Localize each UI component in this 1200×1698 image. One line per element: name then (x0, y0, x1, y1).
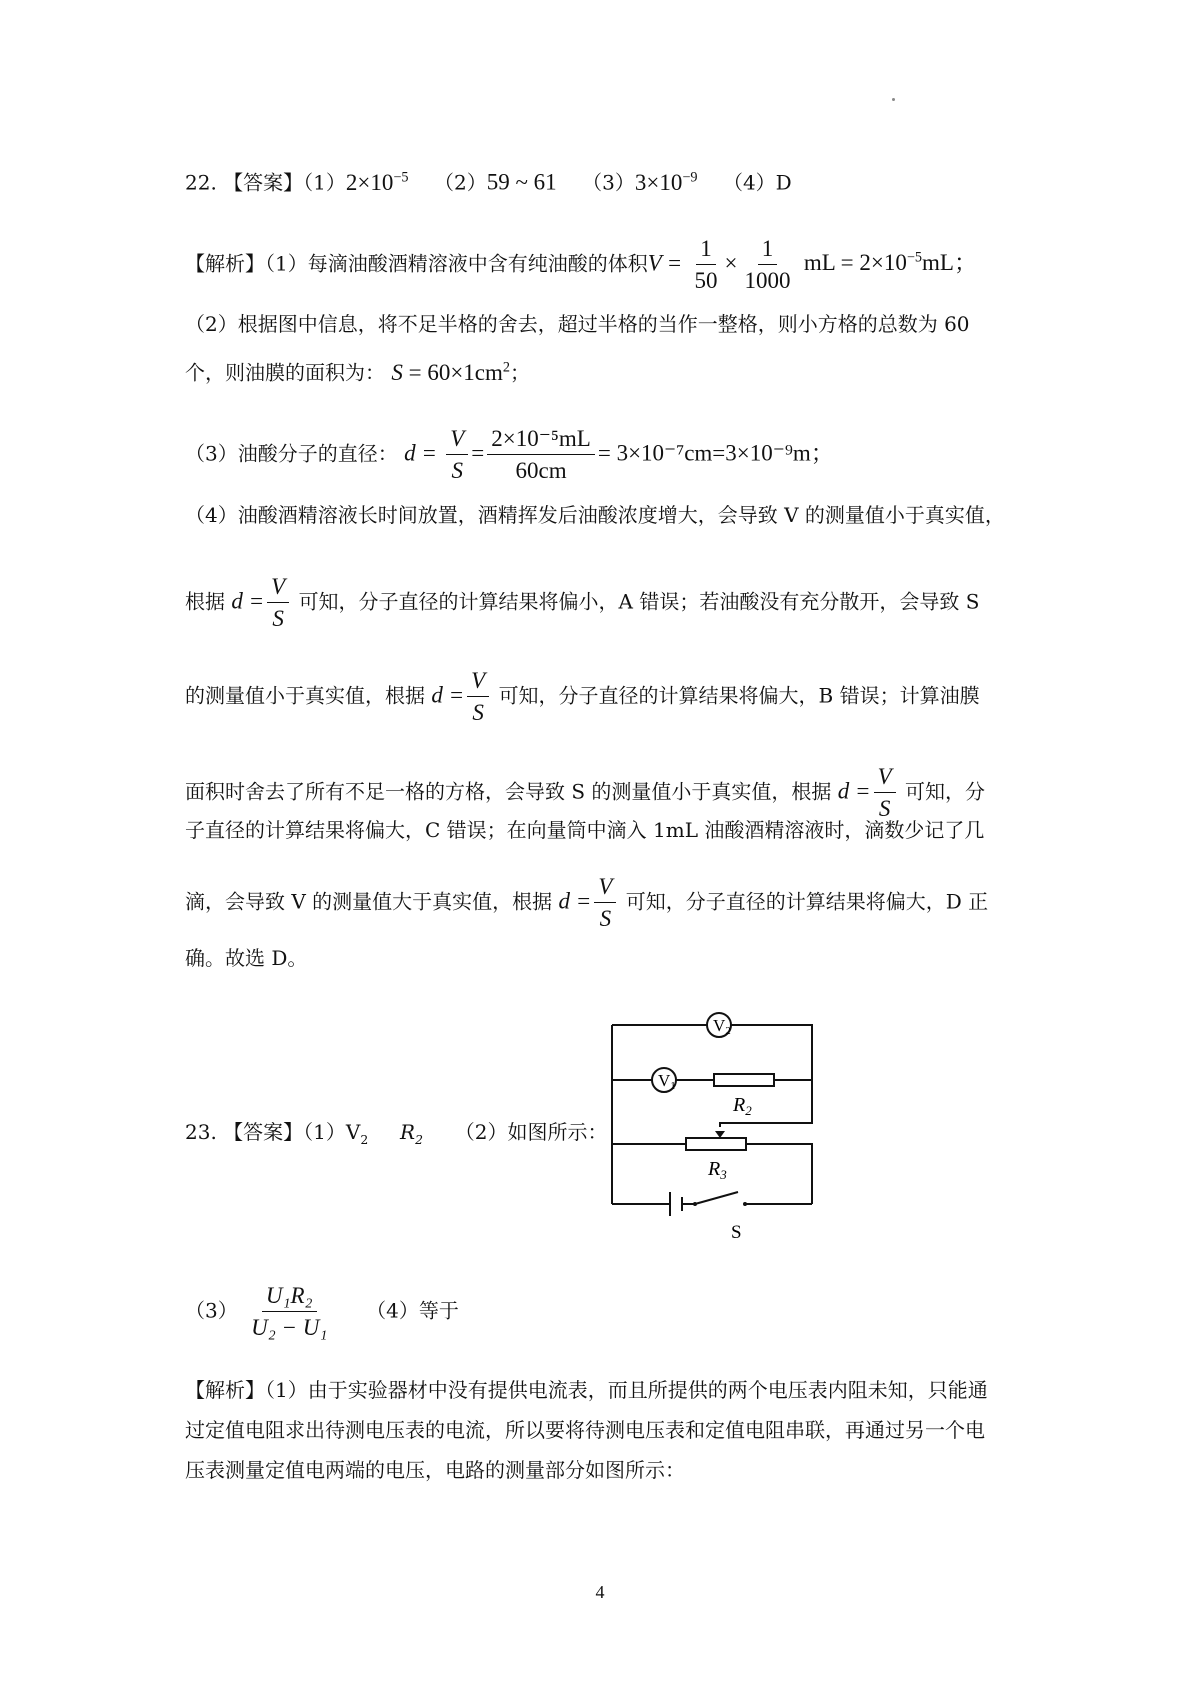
q23-a1-sub: 2 (360, 1132, 369, 1147)
q22-exp2-text: 个，则油膜的面积为： (185, 360, 385, 385)
q23-a1-r (400, 1120, 423, 1147)
q22-a1-value (346, 170, 409, 195)
q22-exp4-line2 (185, 574, 979, 632)
q22-exp1-times: × (724, 250, 738, 276)
v1-label (658, 1071, 676, 1092)
q22-a2-label: （2） (434, 170, 487, 195)
frac-numerator: V (446, 426, 468, 455)
q22-exp1-frac1 (691, 236, 722, 294)
text: 面积时舍去了所有不足一格的方格，会导致 S 的测量值小于真实值，根据 (185, 779, 832, 804)
frac-numerator: U₁R₂ (262, 1283, 317, 1312)
q22-exp3-tail: = 3×10⁻⁷cm=3×10⁻⁹m； (597, 440, 834, 466)
frac-numerator: 2×10⁻⁵mL (487, 426, 595, 455)
q23-a4: （4）等于 (366, 1298, 459, 1323)
q22-number: 22. (185, 170, 217, 195)
r2-label (732, 1094, 752, 1118)
switch-pivot (693, 1202, 697, 1206)
q22-exp3-frac1 (446, 426, 468, 484)
q22-exp-tag: 【解析】 (185, 251, 265, 276)
q23-answer-line (185, 1122, 608, 1146)
r3-sub: 3 (720, 1167, 727, 1182)
q22-exp4-line1: （4）油酸酒精溶液长时间放置，酒精挥发后油酸浓度增大，会导致 V 的测量值小于真实值， (185, 503, 1005, 527)
q22-a3-value (635, 170, 698, 195)
v1-letter: V (658, 1071, 671, 1090)
q22-a3-label: （3） (582, 170, 635, 195)
formula-v-over-s (267, 574, 289, 632)
frac-numerator: V (874, 764, 896, 793)
formula-v-over-s (594, 874, 616, 932)
formula-v-over-s (874, 764, 896, 822)
q22-exp3-frac2 (487, 426, 595, 484)
q22-exp3-eq: = (471, 440, 485, 466)
q22-exp4-line6 (185, 874, 988, 932)
q22-exp1-tail-exp: −5 (906, 249, 923, 266)
switch-label: S (731, 1222, 742, 1243)
q23-exp-line3: 压表测量定值电两端的电压，电路的测量部分如图所示： (185, 1458, 685, 1482)
wire-top-loop (612, 1025, 812, 1127)
text: 的测量值小于真实值，根据 (185, 683, 425, 708)
switch-blade (695, 1192, 738, 1204)
frac-denominator: S (878, 796, 891, 822)
text: 可知，分子直径的计算结果将偏大，B 错误；计算油膜 (498, 683, 980, 708)
frac-numerator: 1 (696, 236, 716, 265)
text: 可知，分 (904, 779, 985, 804)
q23-exp-line1 (185, 1380, 988, 1400)
q22-exp1-tail-unit: mL； (922, 250, 977, 276)
v2-letter: V (713, 1016, 726, 1035)
r2-sub: 2 (745, 1103, 752, 1118)
q23-a1-text: （1）V (303, 1120, 361, 1144)
frac-denominator: S (472, 700, 484, 726)
q23-exp-line2: 过定值电阻求出待测电压表的电流，所以要将待测电压表和定值电阻串联，再通过另一个电 (185, 1418, 985, 1442)
q22-exp4-line3 (185, 668, 980, 726)
r2-letter: R (733, 1094, 746, 1116)
q23-number: 23. (185, 1120, 217, 1144)
q23-a1-r-sub: 2 (415, 1132, 423, 1147)
q22-exp1-tail (804, 250, 977, 275)
q22-exp2-end: ； (510, 360, 531, 385)
text: 可知，分子直径的计算结果将偏小，A 错误；若油酸没有充分散开，会导致 S (298, 589, 980, 614)
q22-answer-tag: 【答案】 (223, 170, 304, 195)
q22-a3-exp: −9 (682, 169, 698, 185)
q22-exp2-exp: 2 (502, 359, 511, 375)
formula-d: d = (558, 888, 592, 914)
q22-exp4-line7: 确。故选 D。 (185, 946, 308, 970)
q22-exp1-eq: = (668, 250, 682, 276)
formula-d: d = (431, 682, 465, 708)
v1-sub: 1 (670, 1080, 676, 1092)
q22-exp1-text: （1）每滴油酸酒精溶液中含有纯油酸的体积 (265, 251, 648, 276)
switch-contact (743, 1202, 747, 1206)
q22-exp3-line (185, 426, 834, 484)
q23-answer-line2 (185, 1283, 459, 1341)
q22-exp1-V: V (647, 250, 662, 276)
frac-numerator: V (594, 874, 616, 903)
formula-d: d = (231, 588, 265, 614)
r3-label (707, 1158, 727, 1182)
frac-denominator: 1000 (744, 268, 791, 294)
rheostat-slider-arrow (715, 1131, 725, 1138)
text: 根据 (185, 589, 225, 614)
q22-exp1-tail-base: mL = 2×10 (803, 250, 907, 276)
text: 滴，会导致 V 的测量值大于真实值，根据 (185, 889, 553, 914)
q22-a3-base: 3×10 (634, 169, 683, 195)
q22-exp1-line (185, 236, 977, 294)
q22-exp1-frac2 (740, 236, 794, 294)
q22-exp3-d: d = (404, 440, 437, 466)
frac-denominator: U₂ − U₁ (251, 1315, 328, 1341)
q23-answer-tag: 【答案】 (223, 1120, 304, 1144)
q23-a2: （2）如图所示： (454, 1120, 608, 1144)
frac-denominator: S (272, 606, 284, 632)
text: 可知，分子直径的计算结果将偏大，D 正 (625, 889, 989, 914)
v2-label (713, 1016, 731, 1037)
page-number: 4 (595, 1582, 605, 1602)
q22-exp3-text: （3）油酸分子的直径： (185, 441, 398, 466)
resistor-r2 (714, 1074, 774, 1086)
frac-numerator: V (467, 668, 489, 697)
q22-a1-base: 2×10 (345, 169, 394, 195)
q22-a1-exp: −5 (393, 169, 409, 185)
speck-dot (892, 98, 895, 101)
q22-exp4-line4 (185, 764, 985, 822)
q23-a3-fraction (247, 1283, 331, 1341)
q23-exp-tag: 【解析】 (185, 1378, 265, 1402)
frac-denominator: 50 (694, 268, 718, 294)
formula-v-over-s (467, 668, 489, 726)
q22-exp2-formula: $S = 60\times 1cm^2$ (391, 359, 511, 385)
frac-denominator: 60cm (515, 458, 567, 484)
formula-d: d = (837, 778, 871, 804)
frac-denominator: S (599, 906, 612, 932)
rheostat-r3 (686, 1138, 746, 1150)
q22-answer-line (185, 170, 792, 194)
frac-denominator: S (451, 458, 464, 484)
v2-sub: 2 (725, 1025, 731, 1037)
q23-exp-text1: （1）由于实验器材中没有提供电流表，而且所提供的两个电压表内阻未知，只能通 (265, 1378, 988, 1402)
q22-exp2-line2 (185, 360, 530, 384)
circuit-diagram (600, 1005, 830, 1250)
frac-numerator: 1 (758, 236, 778, 265)
q22-a4: （4）D (722, 170, 792, 195)
q22-exp2-line1: （2）根据图中信息，将不足半格的舍去，超过半格的当作一整格，则小方格的总数为 60 (185, 312, 970, 336)
q22-a1-label: （1） (303, 170, 346, 195)
q23-a1-r-letter: R (400, 1120, 416, 1144)
q22-a2-value: 59 ~ 61 (486, 169, 557, 195)
r3-letter: R (708, 1158, 721, 1180)
q23-a3-label: （3） (185, 1298, 238, 1323)
q22-exp4-line5: 子直径的计算结果将偏大，C 错误；在向量筒中滴入 1mL 油酸酒精溶液时，滴数少记了几 (185, 818, 985, 842)
frac-numerator: V (267, 574, 289, 603)
q23-a1 (303, 1120, 369, 1147)
